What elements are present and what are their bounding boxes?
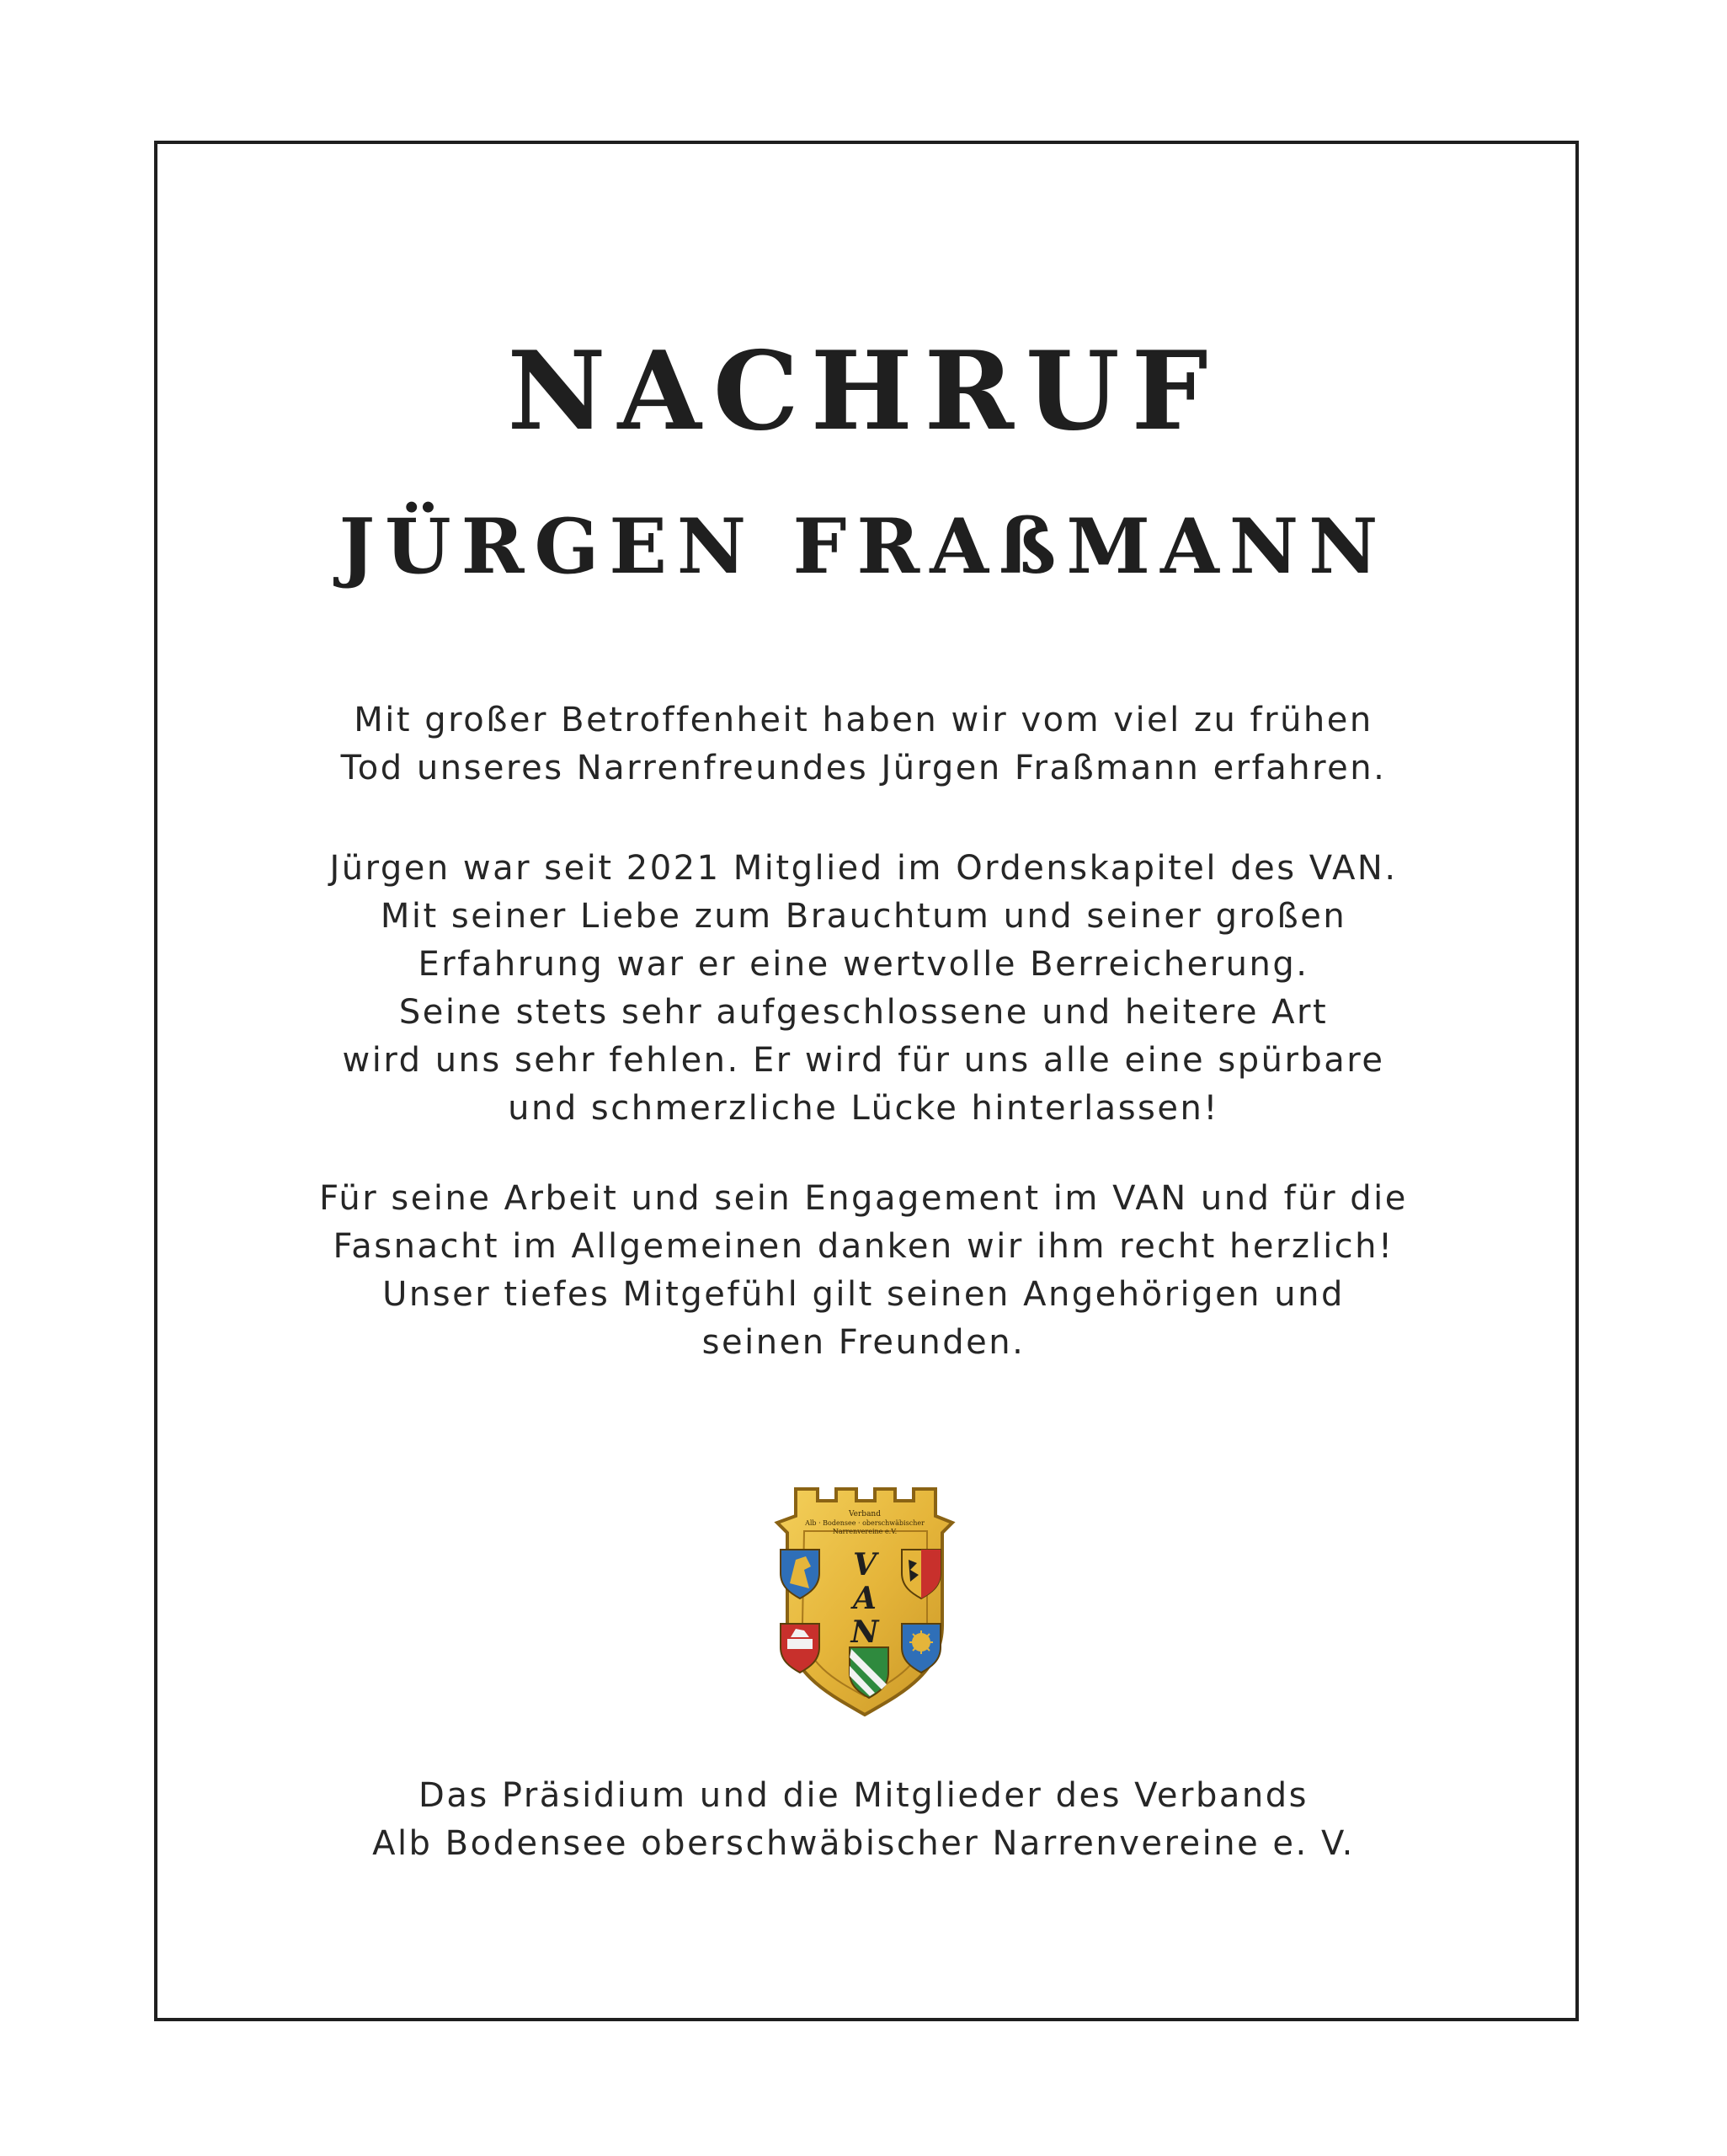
crest-letter: N xyxy=(850,1614,879,1650)
paragraph-line: Jürgen war seit 2021 Mitglied im Ordenskapitel des VAN. xyxy=(329,849,1398,888)
paragraph-line: Tod unseres Narrenfreundes Jürgen Fraßmann erfahren. xyxy=(340,749,1387,787)
paragraph-2 xyxy=(0,845,1727,1133)
paragraph-line: Unser tiefes Mitgefühl gilt seinen Angehörigen und xyxy=(382,1275,1345,1314)
deceased-name: JÜRGEN FRAßMANN xyxy=(338,502,1389,591)
paragraph-1 xyxy=(0,696,1727,792)
signature-line: Alb Bodensee oberschwäbischer Narrenvereine e. V. xyxy=(372,1824,1355,1863)
paragraph-line: Erfahrung war er eine wertvolle Berreicherung. xyxy=(418,945,1309,984)
paragraph-line: Mit großer Betroffenheit haben wir vom viel zu frühen xyxy=(354,701,1373,739)
crest-letter: A xyxy=(853,1581,877,1616)
paragraph-line: Seine stets sehr aufgeschlossene und heitere Art xyxy=(398,993,1329,1032)
crest-text: Verband xyxy=(849,1510,881,1518)
paragraph-line: Mit seiner Liebe zum Brauchtum und seiner großen xyxy=(380,897,1347,936)
paragraph-line: und schmerzliche Lücke hinterlassen! xyxy=(508,1089,1219,1128)
paragraph-line: Für seine Arbeit und sein Engagement im VAN und für die xyxy=(319,1179,1408,1218)
paragraph-line: wird uns sehr fehlen. Er wird für uns alle eine spürbare xyxy=(342,1041,1385,1080)
paragraph-3 xyxy=(0,1175,1727,1367)
signature xyxy=(0,1772,1727,1868)
crest-text: Narrenvereine e.V. xyxy=(832,1528,898,1535)
crest-text: Alb · Bodensee · oberschwäbischer xyxy=(805,1519,925,1527)
paragraph-line: seinen Freunden. xyxy=(701,1323,1026,1362)
van-coat-of-arms-icon xyxy=(762,1482,967,1718)
crest-letter: V xyxy=(853,1547,877,1582)
signature-line: Das Präsidium und die Mitglieder des Verbands xyxy=(418,1776,1309,1815)
paragraph-line: Fasnacht im Allgemeinen danken wir ihm recht herzlich! xyxy=(333,1227,1394,1266)
heading: NACHRUF xyxy=(507,328,1220,455)
